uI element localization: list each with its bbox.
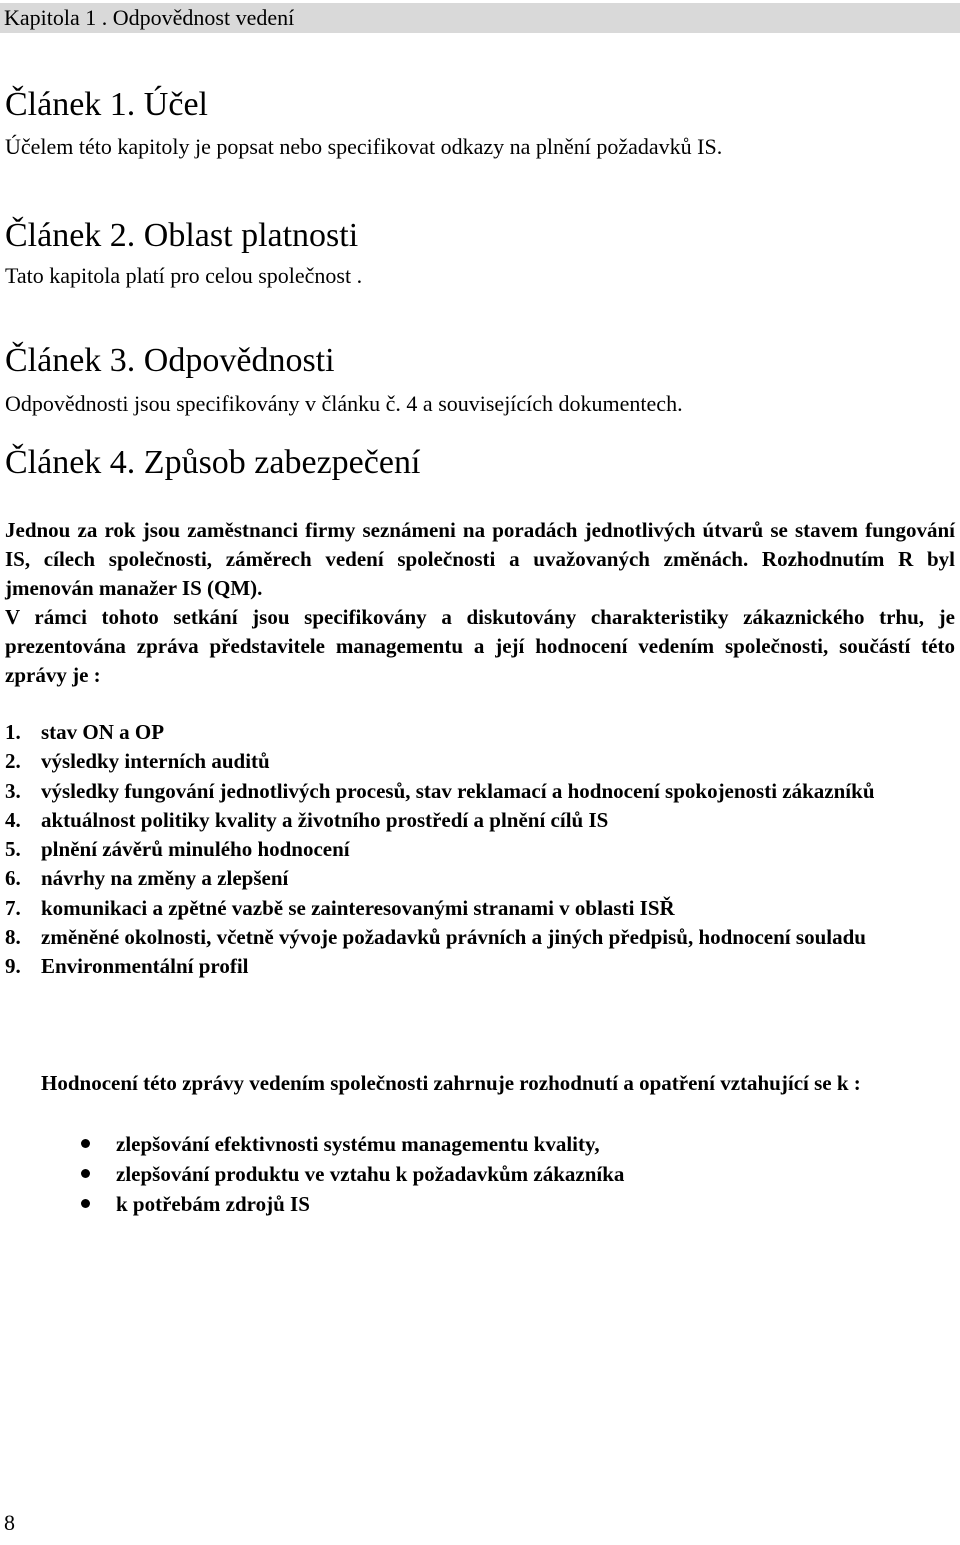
article-4-paragraph-2: V rámci tohoto setkání jsou specifikovány a diskutovány charakteristiky zákaznického trhu, je prezentována zpráva představitele managementu a její hodnocení vedením společnosti, součástí této zprávy je : [5,605,955,687]
list-item [5,952,940,981]
list-item [5,718,940,747]
list-item [5,894,940,923]
article-1-text: Účelem této kapitoly je popsat nebo specifikovat odkazy na plnění požadavků IS. [5,134,723,159]
chapter-title: Kapitola 1 . Odpovědnost vedení [0,3,960,33]
list-item-number: 3. [5,778,21,803]
list-item [5,806,940,835]
bullet-icon [81,1139,90,1148]
list-item-number: 2. [5,749,21,774]
bullet-text: zlepšování efektivnosti systému managementu kvality, [116,1132,600,1156]
list-item-text: komunikaci a zpětné vazbě se zainteresovanými stranami v oblasti ISŘ [41,895,675,920]
bullet-icon [81,1169,90,1178]
list-item [5,835,940,864]
list-item-number: 9. [5,954,21,979]
list-item-text: Environmentální profil [41,954,249,979]
article-2-heading: Článek 2. Oblast platnosti [5,217,359,254]
article-1-heading: Článek 1. Účel [5,86,208,123]
list-item-number: 6. [5,866,21,891]
article-2-text: Tato kapitola platí pro celou společnost . [5,263,363,288]
list-item [5,777,940,806]
list-item [5,923,940,952]
bullet-text: zlepšování produktu ve vztahu k požadavkům zákazníka [116,1162,625,1186]
evaluation-summary: Hodnocení této zprávy vedením společnosti zahrnuje rozhodnutí a opatření vztahující se k : [41,1071,861,1095]
list-item-text: plnění závěrů minulého hodnocení [41,837,350,862]
list-item-number: 4. [5,807,21,832]
bullet-icon [81,1199,90,1208]
list-item-number: 5. [5,837,21,862]
article-3-text: Odpovědnosti jsou specifikovány v článku č. 4 a souvisejících dokumentech. [5,391,683,416]
bullet-item [41,1159,624,1189]
list-item-text: aktuálnost politiky kvality a životního prostředí a plnění cílů IS [41,807,609,832]
list-item-number: 7. [5,895,21,920]
report-contents-list [5,718,940,982]
list-item-text: výsledky interních auditů [41,749,270,774]
evaluation-bullet-list [41,1129,624,1219]
bullet-text: k potřebám zdrojů IS [116,1192,310,1216]
list-item-text: stav ON a OP [41,720,165,744]
list-item-text: změněné okolnosti, včetně vývoje požadavků právních a jiných předpisů, hodnocení souladu [41,925,866,950]
list-item-text: návrhy na změny a zlepšení [41,866,289,891]
list-item-number: 8. [5,925,21,950]
article-4-heading: Článek 4. Způsob zabezpečení [5,444,421,481]
list-item [5,747,940,776]
article-4-paragraph-1: Jednou za rok jsou zaměstnanci firmy seznámeni na poradách jednotlivých útvarů se stavem fungování IS, cílech společnosti, záměrech vedení společnosti a uvažovaných změnách. Rozhodnutím R byl jmenován manažer IS (QM). [5,518,955,600]
list-item-text: výsledky fungování jednotlivých procesů, stav reklamací a hodnocení spokojenosti zákazníků [41,778,875,803]
list-item-number: 1. [5,720,21,744]
page-number: 8 [4,1510,15,1535]
bullet-item [41,1129,624,1159]
article-3-heading: Článek 3. Odpovědnosti [5,342,335,379]
list-item [5,864,940,893]
bullet-item [41,1189,624,1219]
